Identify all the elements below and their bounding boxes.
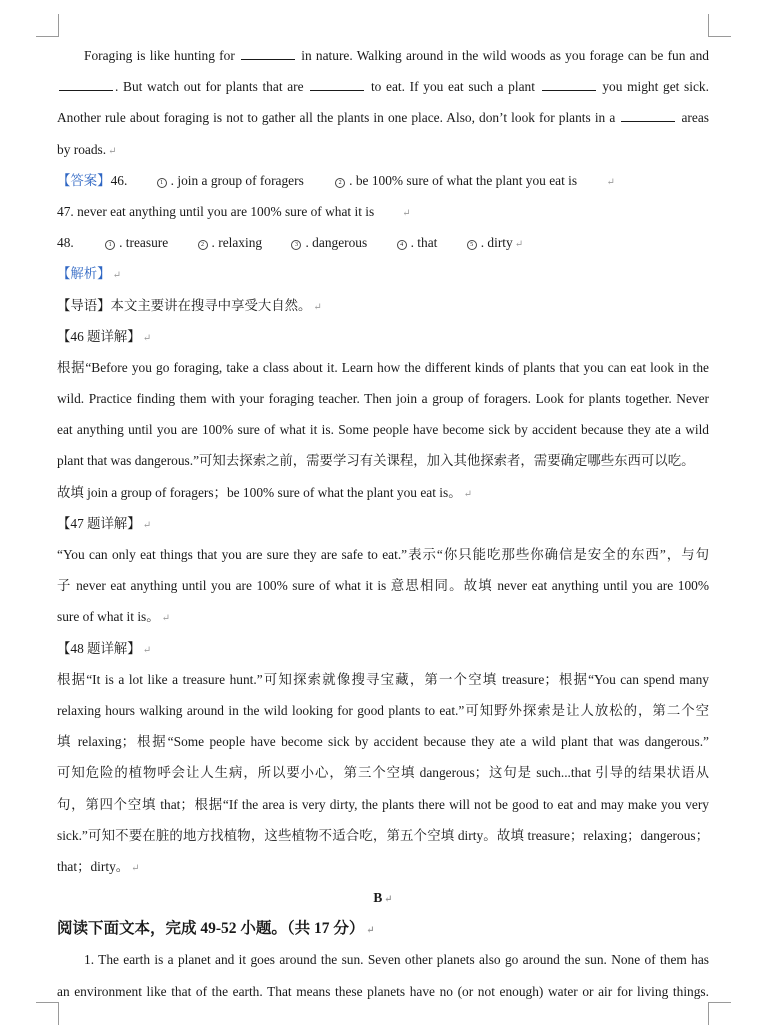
q46-detail-line: 故填 join a group of foragers；be 100% sure of what the plant you eat is。 ↵ (57, 484, 472, 500)
q47-detail-line: 子 never eat anything until you are 100% sure of what it is 意思相同。故填 never eat anything until you are 100% (57, 578, 709, 594)
page-corner-mark-bottom-right (708, 1002, 731, 1025)
q48-detail-line: 可知危险的植物呼会让人生病，所以要小心，第三个空填 dangerous；这句是 such...that 引导的结果状语从 (57, 765, 709, 781)
answer-blank (241, 46, 295, 60)
q48-detail-line: sick.”可知不要在脏的地方找植物，这些植物不适合吃，第五个空填 dirty。故填 treasure；relaxing；dangerous； (57, 827, 709, 843)
answer-blank (621, 108, 675, 122)
passage-text: Another rule about foraging is not to gather all the plants in one place. Also, don’t look for plants in a (57, 110, 616, 126)
section-b-paragraph-line: an environment like that of the earth. That means these planets have no (or not enough) water or air for living things. (57, 983, 709, 999)
circled-number: 3 (291, 240, 301, 250)
paragraph-mark: ↵ (131, 862, 140, 874)
passage-line-4 (57, 134, 709, 165)
q48-detail-line: 根据“It is a lot like a treasure hunt.”可知探索就像搜寻宝藏，第一个空填 treasure；根据“You can spend many (57, 671, 709, 687)
page-corner-mark-top-left (36, 14, 59, 37)
q48-detail-line: 句，第四个空填 that；根据“If the area is very dirty, the plants there will not be good to eat and may make you very (57, 796, 709, 812)
question-number: 48. (57, 235, 74, 251)
paragraph-mark: ↵ (384, 894, 393, 906)
q48-detail-line: 填 relaxing；根据“Some people have become sick by accident because they ate a wild plant that was dangerous.” (57, 734, 709, 750)
q46-detail-heading: 【46 题详解】 ↵ (57, 328, 152, 344)
answer-option: 2 . be 100% sure of what the plant you eat is (335, 165, 577, 196)
paragraph-mark: ↵ (606, 176, 615, 188)
answer-option: 2 . relaxing (198, 227, 263, 258)
paragraph-mark: ↵ (463, 488, 472, 500)
passage-text: you might get sick. (602, 79, 709, 95)
answer-option: 1 . treasure (105, 227, 168, 258)
q48-detail-line: that；dirty。 ↵ (57, 858, 140, 874)
passage-text: by roads. (57, 141, 107, 157)
paragraph-mark: ↵ (514, 239, 524, 251)
passage-line-2 (57, 71, 709, 102)
passage-text: in nature. Walking around in the wild woods as you forage can be fun and (301, 48, 709, 63)
passage-text: Foraging is like hunting for (84, 48, 235, 63)
q46-detail-line: wild. Practice finding them with your foraging teacher. Then join a group of foragers. Look for plants together. Never (57, 391, 709, 407)
paragraph-mark: ↵ (142, 644, 152, 656)
paragraph-mark: ↵ (402, 207, 411, 219)
answer-option: 5 . dirty (467, 227, 513, 258)
passage-text: areas (681, 110, 709, 126)
q46-detail-line: plant that was dangerous.”可知去探索之前，需要学习有关课程，加入其他探索者，需要确定哪些东西可以吃。 (57, 453, 695, 469)
answer-blank (310, 77, 364, 91)
analysis-guide: 【导语】本文主要讲在搜寻中享受大自然。 ↵ (57, 297, 322, 313)
circled-number: 4 (397, 240, 407, 250)
section-b-paragraph-line: 1. The earth is a planet and it goes around the sun. Seven other planets also go around the sun. None of them has (84, 952, 709, 968)
paragraph-mark: ↵ (142, 519, 152, 531)
paragraph-mark: ↵ (313, 301, 322, 313)
q48-detail-heading: 【48 题详解】 ↵ (57, 640, 152, 656)
q46-detail-line: 根据“Before you go foraging, take a class about it. Learn how the different kinds of plants that you can eat look in the (57, 359, 709, 375)
page-corner-mark-bottom-left (36, 1002, 59, 1025)
circled-number: 1 (157, 178, 167, 188)
answer-option: 3 . dangerous (291, 227, 367, 258)
passage-text: to eat. If you eat such a plant (370, 79, 535, 95)
passage-line-1 (57, 40, 709, 71)
answer-q46 (57, 165, 709, 196)
circled-number: 2 (198, 240, 208, 250)
analysis-tag-line (57, 258, 709, 289)
question-number: 46. (110, 172, 128, 188)
answer-blank (542, 77, 596, 91)
q47-detail-line: sure of what it is。 ↵ (57, 609, 171, 625)
circled-number: 5 (467, 240, 477, 250)
q48-detail-line: relaxing hours walking around in the wild looking for good plants to eat.”可知野外探索是让人放松的，第二个空 (57, 702, 709, 718)
q47-detail-heading: 【47 题详解】 ↵ (57, 515, 152, 531)
paragraph-mark: ↵ (366, 925, 375, 937)
paragraph-mark: ↵ (142, 332, 152, 344)
paragraph-mark: ↵ (161, 613, 171, 625)
q47-detail-line: “You can only eat things that you are sure they are safe to eat.”表示“你只能吃那些你确信是安全的东西”，与句 (57, 547, 709, 562)
paragraph-mark: ↵ (108, 145, 117, 157)
page-corner-mark-top-right (708, 14, 731, 37)
passage-text: . But watch out for plants that are (115, 79, 304, 95)
paragraph-mark: ↵ (112, 270, 121, 282)
passage-line-3 (57, 102, 709, 133)
section-b-label: B ↵ (373, 890, 393, 906)
section-b-heading: 阅读下面文本，完成 49-52 小题。（共 17 分） ↵ (57, 920, 375, 938)
analysis-tag: 【解析】 (57, 266, 111, 282)
answer-tag: 【答案】 (57, 172, 111, 188)
answer-option: 1 . join a group of foragers (157, 165, 304, 196)
circled-number: 2 (335, 178, 345, 188)
document-body (57, 40, 709, 1007)
answer-q48 (57, 227, 709, 258)
answer-q47: 47. never eat anything until you are 100% sure of what it is ↵ (57, 203, 411, 219)
answer-blank (59, 77, 113, 91)
q46-detail-line: eat anything until you are 100% sure of what it is. Some people have become sick by accident because they ate a wild (57, 422, 709, 438)
answer-option: 4 . that (397, 227, 438, 258)
circled-number: 1 (105, 240, 115, 250)
